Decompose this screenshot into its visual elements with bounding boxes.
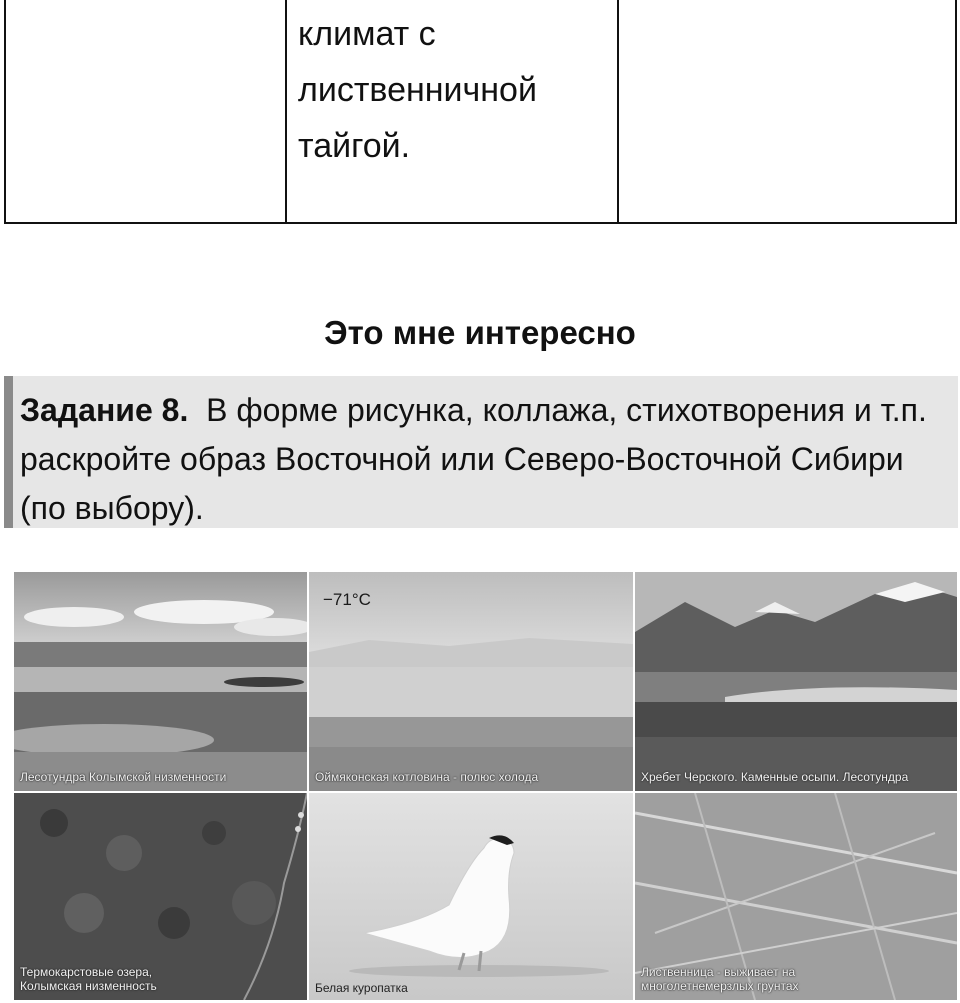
photo-larch: [635, 793, 957, 1000]
table-bottom-border: [4, 222, 957, 224]
table-border-right: [955, 0, 957, 224]
photo-thermokarst-lakes: [14, 793, 307, 1000]
photo-caption-line: многолетнемерзлых грунтах: [641, 979, 799, 993]
temperature-label: −71°С: [323, 590, 371, 609]
photo-caption: [641, 965, 799, 993]
photo-caption: Хребет Черского. Каменные осыпи. Лесотундра: [641, 770, 909, 784]
photo-chersky-range: [635, 572, 957, 791]
photo-caption: Белая куропатка: [315, 981, 408, 995]
photo-oymyakon: [309, 572, 633, 791]
photo-caption: Оймяконская котловина - полюс холода: [315, 770, 539, 784]
table-cell-text: [298, 6, 608, 174]
table-cell-line: климат с: [298, 15, 436, 53]
photo-caption-line: Колымская низменность: [20, 979, 157, 993]
photo-collage: [14, 572, 957, 1000]
task-text: В форме рисунка, коллажа, стихотворения и т.п. раскройте образ Восточной или Северо-Восточной Сибири (по выбору).: [20, 392, 927, 526]
photo-forest-tundra: [14, 572, 307, 791]
photo-caption-line: Лиственница - выживает на: [641, 965, 796, 979]
photo-ptarmigan: [309, 793, 633, 1000]
task-label: Задание 8.: [20, 392, 189, 428]
photo-caption-line: Термокарстовые озера,: [20, 965, 153, 979]
task-box: [4, 376, 958, 528]
task-text-block: [20, 386, 958, 533]
table-cell-line: тайгой.: [298, 127, 411, 165]
photo-caption: [20, 965, 157, 993]
table-cell-line: лиственничной: [298, 71, 537, 109]
photo-caption: Лесотундра Колымской низменности: [20, 770, 227, 784]
section-title: Это мне интересно: [324, 314, 636, 351]
table-border-left: [4, 0, 6, 224]
table-column-divider-1: [285, 0, 287, 224]
table-column-divider-2: [617, 0, 619, 224]
